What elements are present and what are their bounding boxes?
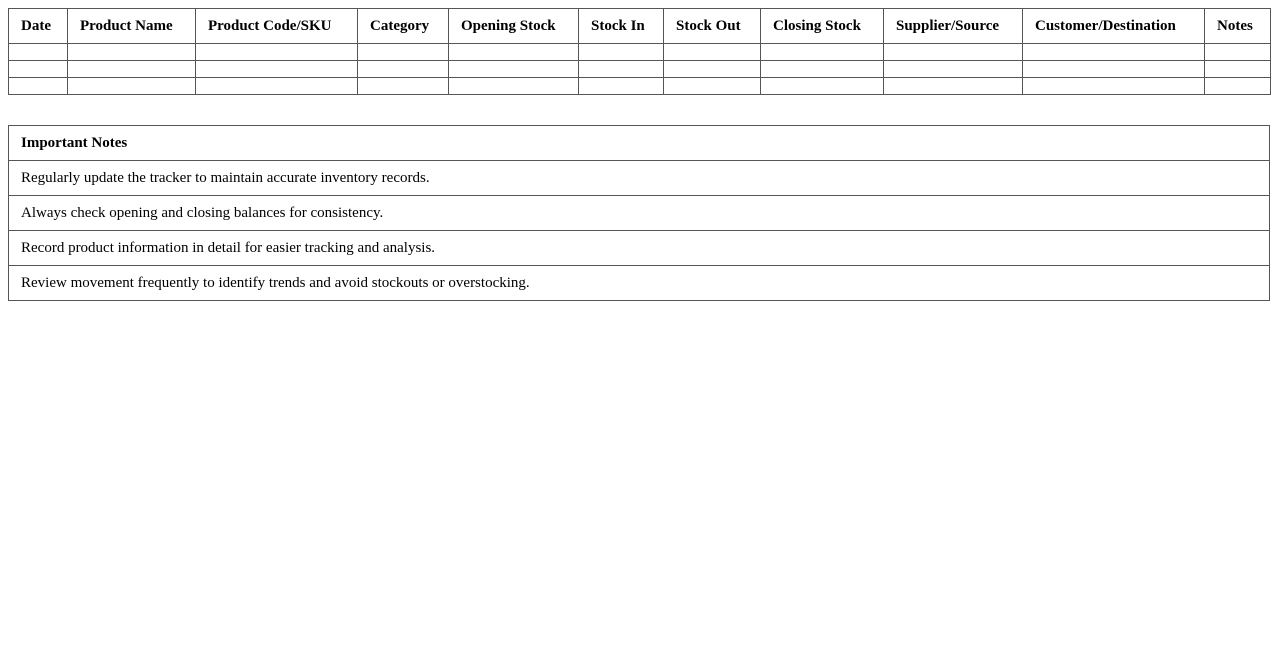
table-cell[interactable]	[761, 78, 884, 95]
table-cell[interactable]	[579, 78, 664, 95]
table-cell[interactable]	[196, 61, 358, 78]
table-cell[interactable]	[1023, 44, 1205, 61]
column-header-stock-in: Stock In	[579, 9, 664, 44]
column-header-opening-stock: Opening Stock	[449, 9, 579, 44]
note-text: Review movement frequently to identify trends and avoid stockouts or overstocking.	[9, 266, 1270, 301]
column-header-category: Category	[358, 9, 449, 44]
list-item	[9, 266, 1270, 301]
table-row	[9, 44, 1271, 61]
table-cell[interactable]	[449, 44, 579, 61]
table-cell[interactable]	[449, 78, 579, 95]
column-header-product-name: Product Name	[68, 9, 196, 44]
list-item	[9, 196, 1270, 231]
table-cell[interactable]	[664, 61, 761, 78]
table-cell[interactable]	[358, 61, 449, 78]
notes-title-row	[9, 126, 1270, 161]
table-cell[interactable]	[9, 44, 68, 61]
table-cell[interactable]	[884, 61, 1023, 78]
list-item	[9, 231, 1270, 266]
table-cell[interactable]	[68, 78, 196, 95]
table-cell[interactable]	[196, 78, 358, 95]
table-cell[interactable]	[68, 61, 196, 78]
table-cell[interactable]	[761, 44, 884, 61]
inventory-tracker-table	[8, 8, 1271, 95]
table-cell[interactable]	[664, 44, 761, 61]
important-notes-table	[8, 125, 1270, 301]
table-cell[interactable]	[9, 78, 68, 95]
table-cell[interactable]	[358, 44, 449, 61]
note-text: Record product information in detail for easier tracking and analysis.	[9, 231, 1270, 266]
table-header-row	[9, 9, 1271, 44]
table-cell[interactable]	[9, 61, 68, 78]
table-cell[interactable]	[358, 78, 449, 95]
table-row	[9, 61, 1271, 78]
table-cell[interactable]	[1023, 61, 1205, 78]
column-header-closing-stock: Closing Stock	[761, 9, 884, 44]
table-cell[interactable]	[664, 78, 761, 95]
note-text: Always check opening and closing balances for consistency.	[9, 196, 1270, 231]
column-header-date: Date	[9, 9, 68, 44]
table-cell[interactable]	[1205, 78, 1271, 95]
table-cell[interactable]	[449, 61, 579, 78]
table-cell[interactable]	[579, 44, 664, 61]
column-header-supplier-source: Supplier/Source	[884, 9, 1023, 44]
table-cell[interactable]	[761, 61, 884, 78]
note-text: Regularly update the tracker to maintain accurate inventory records.	[9, 161, 1270, 196]
column-header-notes: Notes	[1205, 9, 1271, 44]
notes-title: Important Notes	[9, 126, 1270, 161]
table-cell[interactable]	[196, 44, 358, 61]
table-cell[interactable]	[1023, 78, 1205, 95]
table-cell[interactable]	[884, 44, 1023, 61]
table-cell[interactable]	[68, 44, 196, 61]
table-cell[interactable]	[579, 61, 664, 78]
list-item	[9, 161, 1270, 196]
table-row	[9, 78, 1271, 95]
table-cell[interactable]	[1205, 44, 1271, 61]
table-cell[interactable]	[1205, 61, 1271, 78]
column-header-product-code: Product Code/SKU	[196, 9, 358, 44]
table-cell[interactable]	[884, 78, 1023, 95]
column-header-customer-destination: Customer/Destination	[1023, 9, 1205, 44]
column-header-stock-out: Stock Out	[664, 9, 761, 44]
